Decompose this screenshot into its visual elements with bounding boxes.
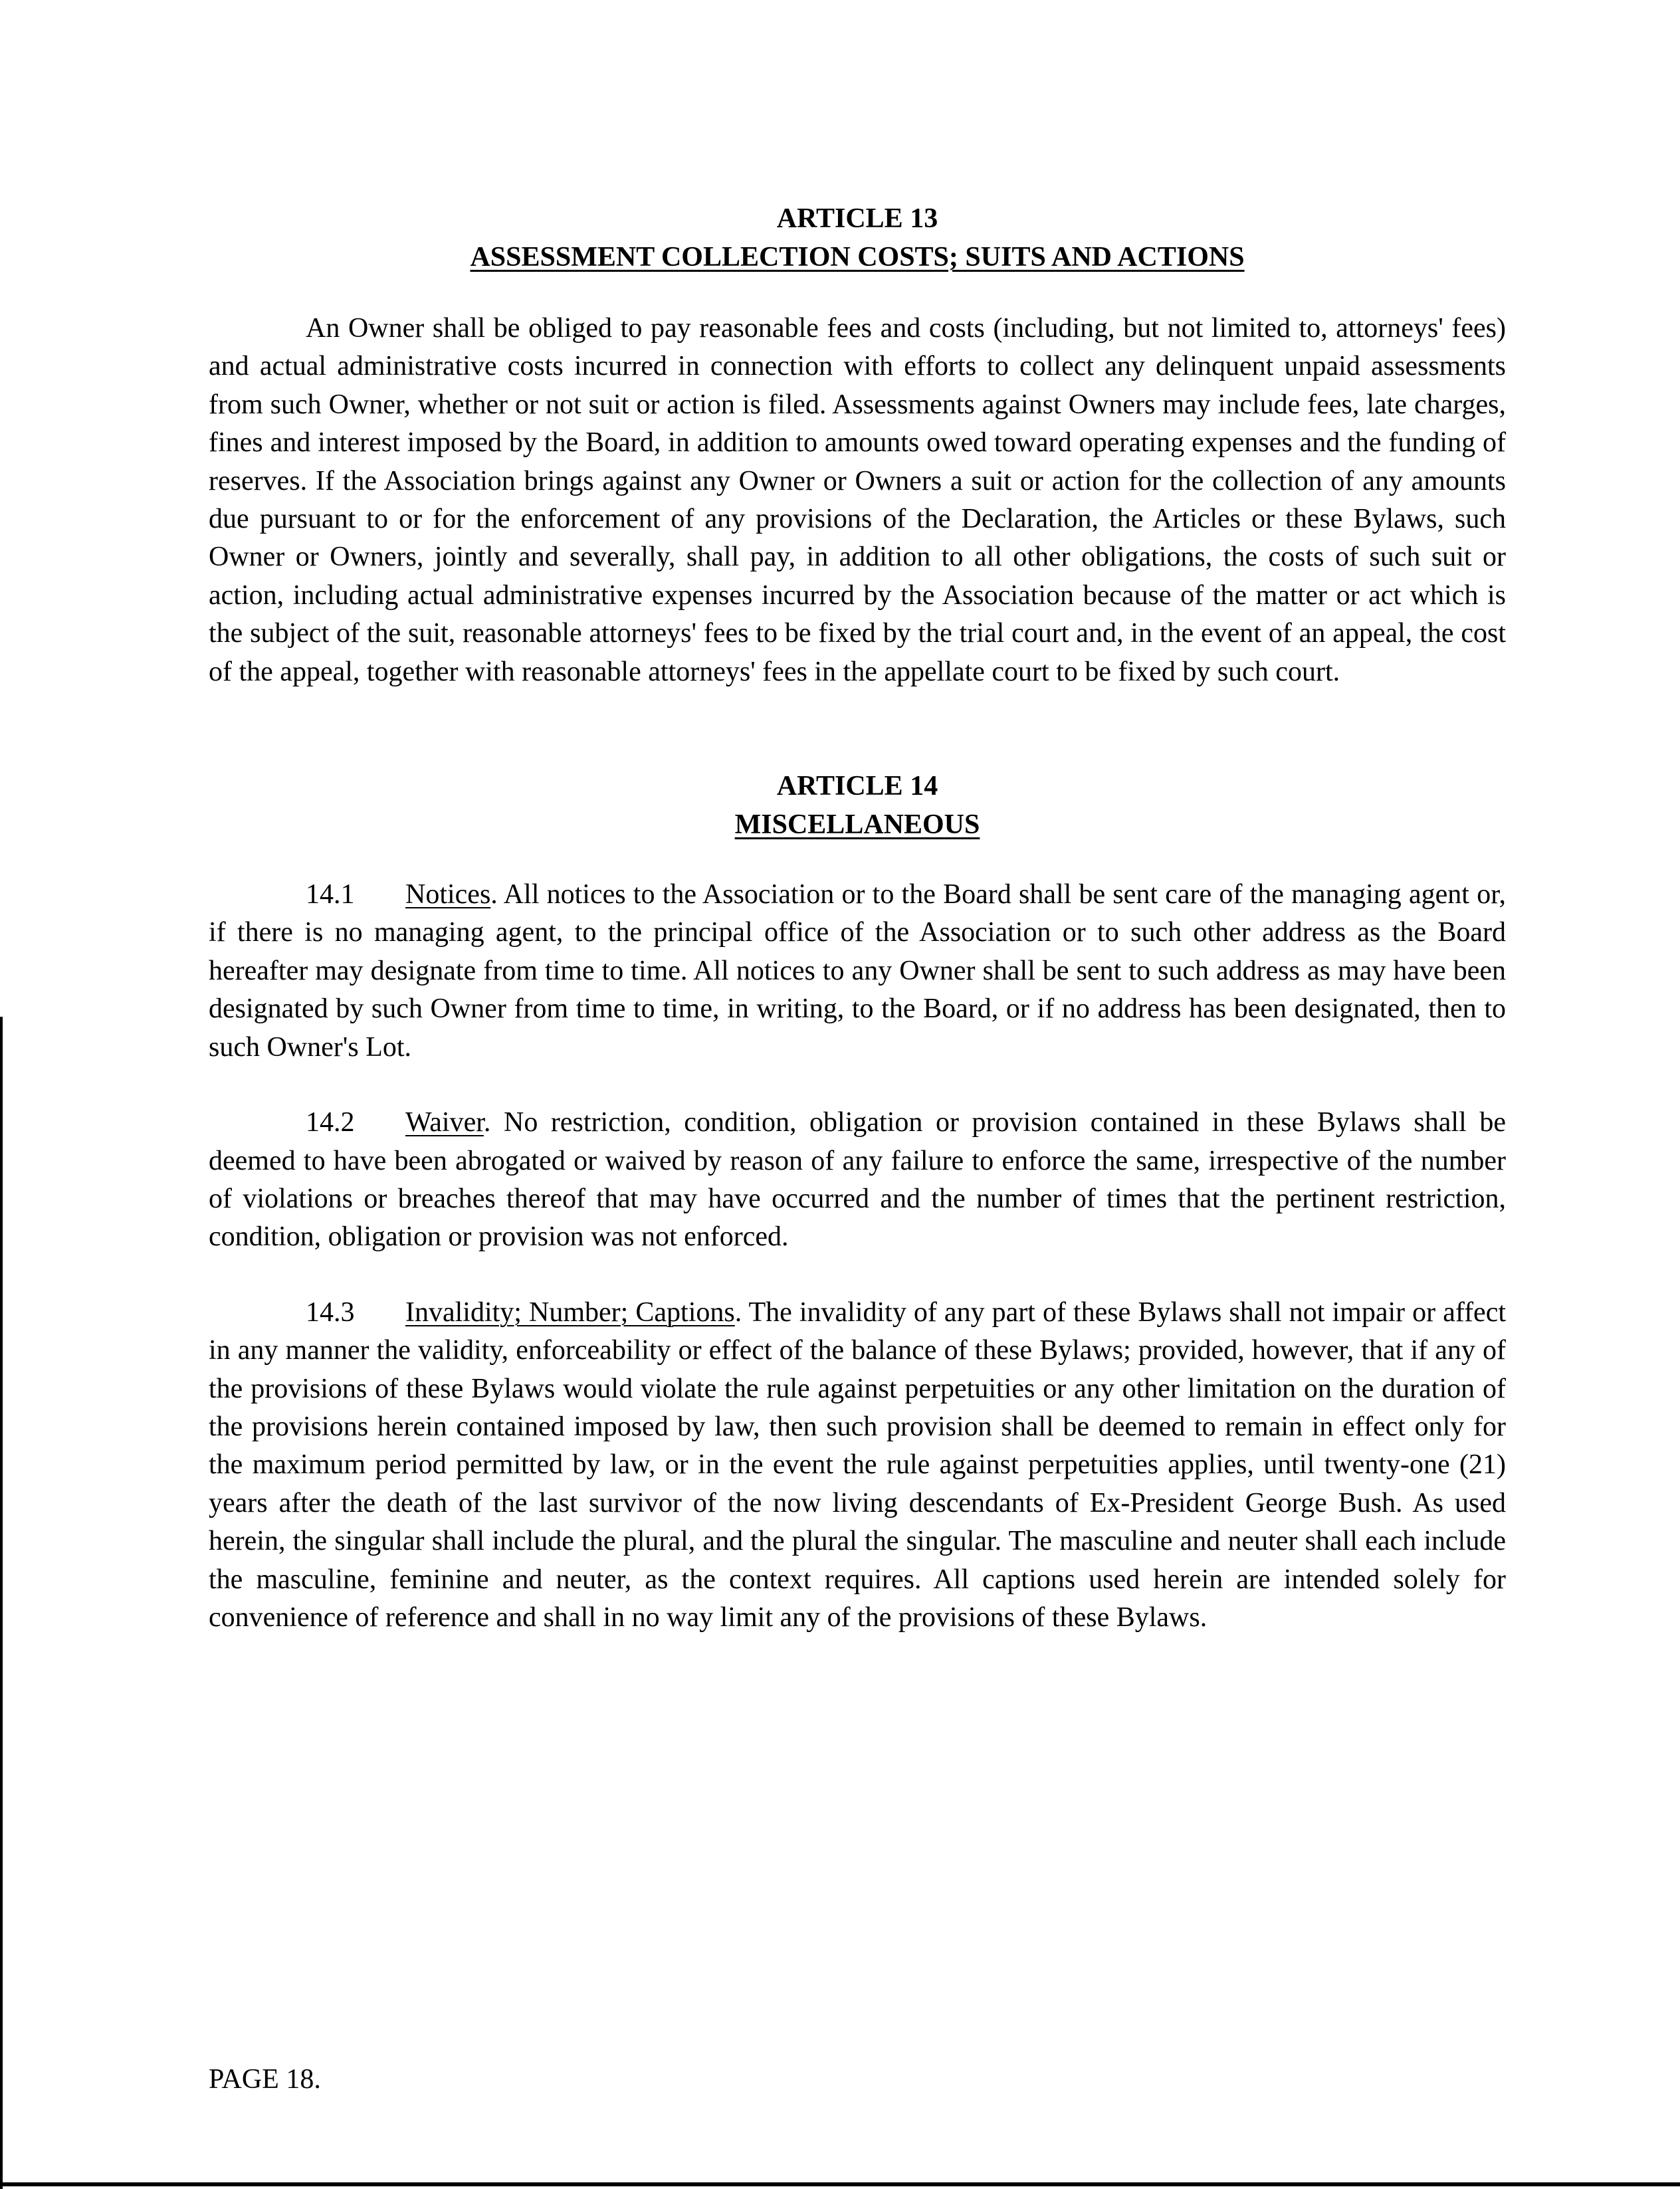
article-13-number: ARTICLE 13 (776, 203, 938, 234)
article-13-body: An Owner shall be obliged to pay reasonable fees and costs (including, but not limited to, attorneys' fees) and actual administrative costs incurred in connection with efforts to collect any delinquent unpaid assessments from such Owner, whether or not suit or action is filed. Assessments against Owners may include fees, late charges, fines and interest imposed by the Board, in addition to amounts owed toward operating expenses and the funding of reserves. If the Association brings against any Owner or Owners a suit or action for the collection of any amounts due pursuant to or for the enforcement of any provisions of the Declaration, the Articles or these Bylaws, such Owner or Owners, jointly and severally, shall pay, in addition to all other obligations, the costs of such suit or action, including actual administrative expenses incurred by the Association because of the matter or act which is the subject of the suit, reasonable attorneys' fees to be fixed by the trial court and, in the event of an appeal, the cost of the appeal, together with reasonable attorneys' fees in the appellate court to be fixed by such court. (209, 313, 1506, 687)
article-13-heading (209, 199, 1506, 276)
section-14-2-text: . No restriction, condition, obligation or provision contained in these Bylaws shall be deemed to have been abrogated or waived by reason of any failure to enforce the same, irrespective of the number of violations or breaches thereof that may have occurred and the number of times that the pertinent restriction, condition, obligation or provision was not enforced. (209, 1107, 1506, 1253)
scan-edge-left (0, 1017, 3, 2189)
section-14-3-text: . The invalidity of any part of these Bylaws shall not impair or affect in any manner the validity, enforceability or effect of the balance of these Bylaws; provided, however, that if any of the provisions of these Bylaws would violate the rule against perpetuities or any other limitation on the duration of the provisions herein contained imposed by law, then such provision shall be deemed to remain in effect only for the maximum period permitted by law, or in the event the rule against perpetuities applies, until twenty-one (21) years after the death of the last survivor of the now living descendants of Ex-President George Bush. As used herein, the singular shall include the plural, and the plural the singular. The masculine and neuter shall each include the masculine, feminine and neuter, as the context requires. All captions used herein are intended solely for convenience of reference and shall in no way limit any of the provisions of these Bylaws. (209, 1297, 1507, 1633)
section-14-1-number: 14.1 (306, 879, 355, 910)
article-14-title: MISCELLANEOUS (734, 809, 980, 841)
section-14-2-number: 14.2 (306, 1107, 355, 1138)
page-number: PAGE 18. (209, 2064, 321, 2095)
section-14-3-title: Invalidity; Number; Captions (405, 1297, 735, 1328)
section-14-1-text: . All notices to the Association or to the Board shall be sent care of the managing agent or, if there is no managing agent, to the principal office of the Association or to such other address as the Board hereafter may designate from time to time. All notices to any Owner shall be sent to such address as may have been designated by such Owner from time to time, in writing, to the Board, or if no address has been designated, then to such Owner's Lot. (209, 879, 1506, 1063)
section-14-1-title: Notices (405, 879, 491, 910)
article-14-heading (209, 767, 1506, 844)
document-content (209, 199, 1506, 1637)
article-14-number: ARTICLE 14 (776, 771, 938, 802)
section-14-2-title: Waiver (405, 1107, 484, 1138)
section-14-3-number: 14.3 (306, 1297, 355, 1328)
section-14-3 (209, 1294, 1506, 1637)
section-14-1 (209, 876, 1506, 1067)
article-13-title: ASSESSMENT COLLECTION COSTS; SUITS AND ACTIONS (470, 242, 1245, 272)
section-14-2 (209, 1104, 1506, 1257)
scan-edge-bottom (0, 2182, 1680, 2186)
